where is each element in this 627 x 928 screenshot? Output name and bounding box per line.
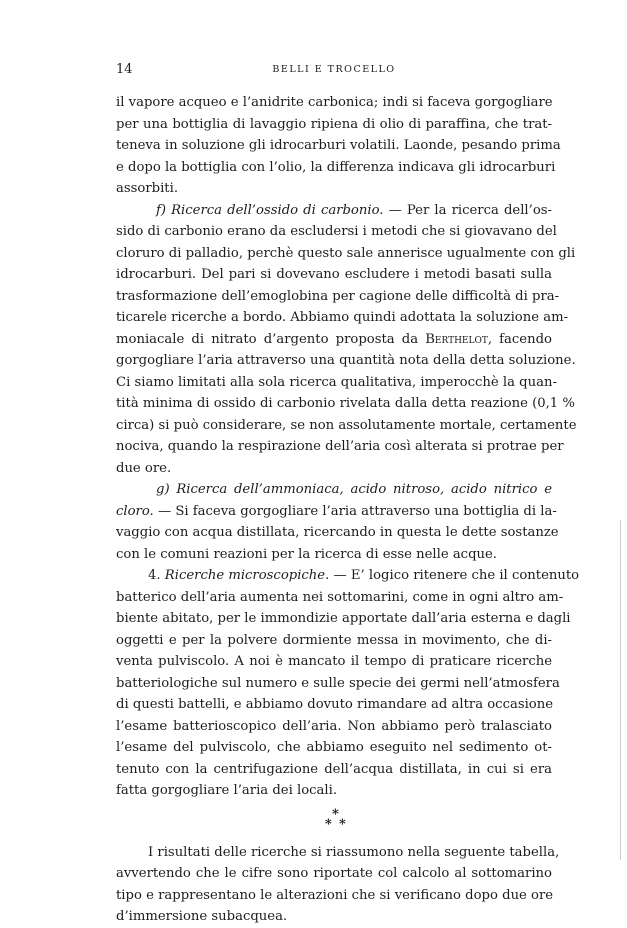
text-line: con le comuni reazioni per la ricerca di esse nelle acque. xyxy=(116,546,497,562)
text-line: avvertendo che le cifre sono riportate col calcolo al sottomarino xyxy=(116,866,552,881)
text-line: circa) si può considerare, se non assolutamente mortale, certamente xyxy=(116,417,577,433)
text-line: cloruro di palladio, perchè questo sale annerisce ugualmente con gli xyxy=(116,245,576,261)
text-line: moniacale di nitrato d’argento proposta da Berthelot, facendo xyxy=(116,331,552,347)
text-line: nociva, quando la respirazione dell’aria così alterata si protrae per xyxy=(116,439,564,454)
text-line: fatta gorgogliare l’aria dei locali. xyxy=(116,783,338,798)
text-line: idrocarburi. Del pari si dovevano escludere i metodi basati sulla xyxy=(116,267,552,282)
text-line: il vapore acqueo e l’anidrite carbonica; indi si faceva gorgogliare xyxy=(116,95,553,110)
page-number: 14 xyxy=(116,62,133,77)
asterisk: * xyxy=(332,806,339,822)
text-line: cloro. — Si faceva gorgogliare l’aria attraverso una bottiglia di la- xyxy=(116,503,557,519)
text-line: l’esame del pulviscolo, che abbiamo eseguito nel sedimento ot- xyxy=(116,740,552,755)
text-line: I risultati delle ricerche si riassumono nella seguente tabella, xyxy=(148,844,560,860)
author-name: Berthelot xyxy=(425,331,488,347)
text-line: di questi battelli, e abbiamo dovuto rimandare ad altra occasione xyxy=(116,697,554,712)
text-line: batterico dell’aria aumenta nei sottomarini, come in ogni altro am- xyxy=(116,589,564,605)
section-f-title: f) Ricerca dell’ossido di carbonio. xyxy=(156,202,384,218)
text-line: tenuto con la centrifugazione dell’acqua distillata, in cui si era xyxy=(116,761,552,777)
body-text xyxy=(116,92,580,928)
text-line: tipo e rappresentano le alterazioni che si verificano dopo due ore xyxy=(116,887,554,903)
text-line: d’immersione subacquea. xyxy=(116,909,288,924)
text-line: due ore. xyxy=(116,460,172,476)
asterism-separator xyxy=(116,808,552,834)
text-line: gorgogliare l’aria attraverso una quantità nota della detta soluzione. xyxy=(116,353,576,368)
text-line: per una bottiglia di lavaggio ripiena di olio di paraffina, che trat- xyxy=(116,116,552,132)
text-line: trasformazione dell’emoglobina per cagione delle difficoltà di pra- xyxy=(116,288,560,304)
text-line: assorbiti. xyxy=(116,181,179,196)
text-line: l’esame batterioscopico dell’aria. Non abbiamo però tralasciato xyxy=(116,718,552,734)
text-line: tità minima di ossido di carbonio rivelata dalla detta reazione (0,1 % xyxy=(116,396,575,411)
text-line: biente abitato, per le immondizie apportate dall’aria esterna e dagli xyxy=(116,611,571,626)
section-g-title: g) Ricerca dell’ammoniaca, acido nitroso, acido nitrico e xyxy=(156,482,552,497)
asterisk: * xyxy=(339,816,346,832)
text-line: ticarele ricerche a bordo. Abbiamo quindi adottata la soluzione am- xyxy=(116,310,569,325)
text-line: batteriologiche sul numero e sulle specie dei germi nell’atmosfera xyxy=(116,675,560,691)
text-line: vaggio con acqua distillata, ricercando in questa le dette sostanze xyxy=(116,525,559,540)
section-f-heading-line: f) Ricerca dell’ossido di carbonio. — Per la ricerca dell’os- xyxy=(156,202,552,218)
page-edge-shadow xyxy=(620,520,621,860)
section-g-heading-line xyxy=(116,479,552,501)
text-line: oggetti e per la polvere dormiente messa in movimento, che di- xyxy=(116,632,552,648)
running-title: BELLI E TROCELLO xyxy=(272,64,396,75)
text-line: e dopo la bottiglia con l’olio, la differenza indicava gli idrocarburi xyxy=(116,159,556,175)
text-line: teneva in soluzione gli idrocarburi volatili. Laonde, pesando prima xyxy=(116,138,561,153)
section-4-heading-line: 4. Ricerche microscopiche. — E’ logico ritenere che il contenuto xyxy=(148,568,580,583)
page-header xyxy=(116,62,552,78)
asterisk: * xyxy=(325,816,332,832)
section-4-title: Ricerche microscopiche. xyxy=(164,568,330,583)
text-line: venta pulviscolo. A noi è mancato il tempo di praticare ricerche xyxy=(116,654,552,669)
text-line: sido di carbonio erano da escludersi i metodi che si giovavano del xyxy=(116,224,557,239)
text-line: Ci siamo limitati alla sola ricerca qualitativa, imperocchè la quan- xyxy=(116,374,557,390)
